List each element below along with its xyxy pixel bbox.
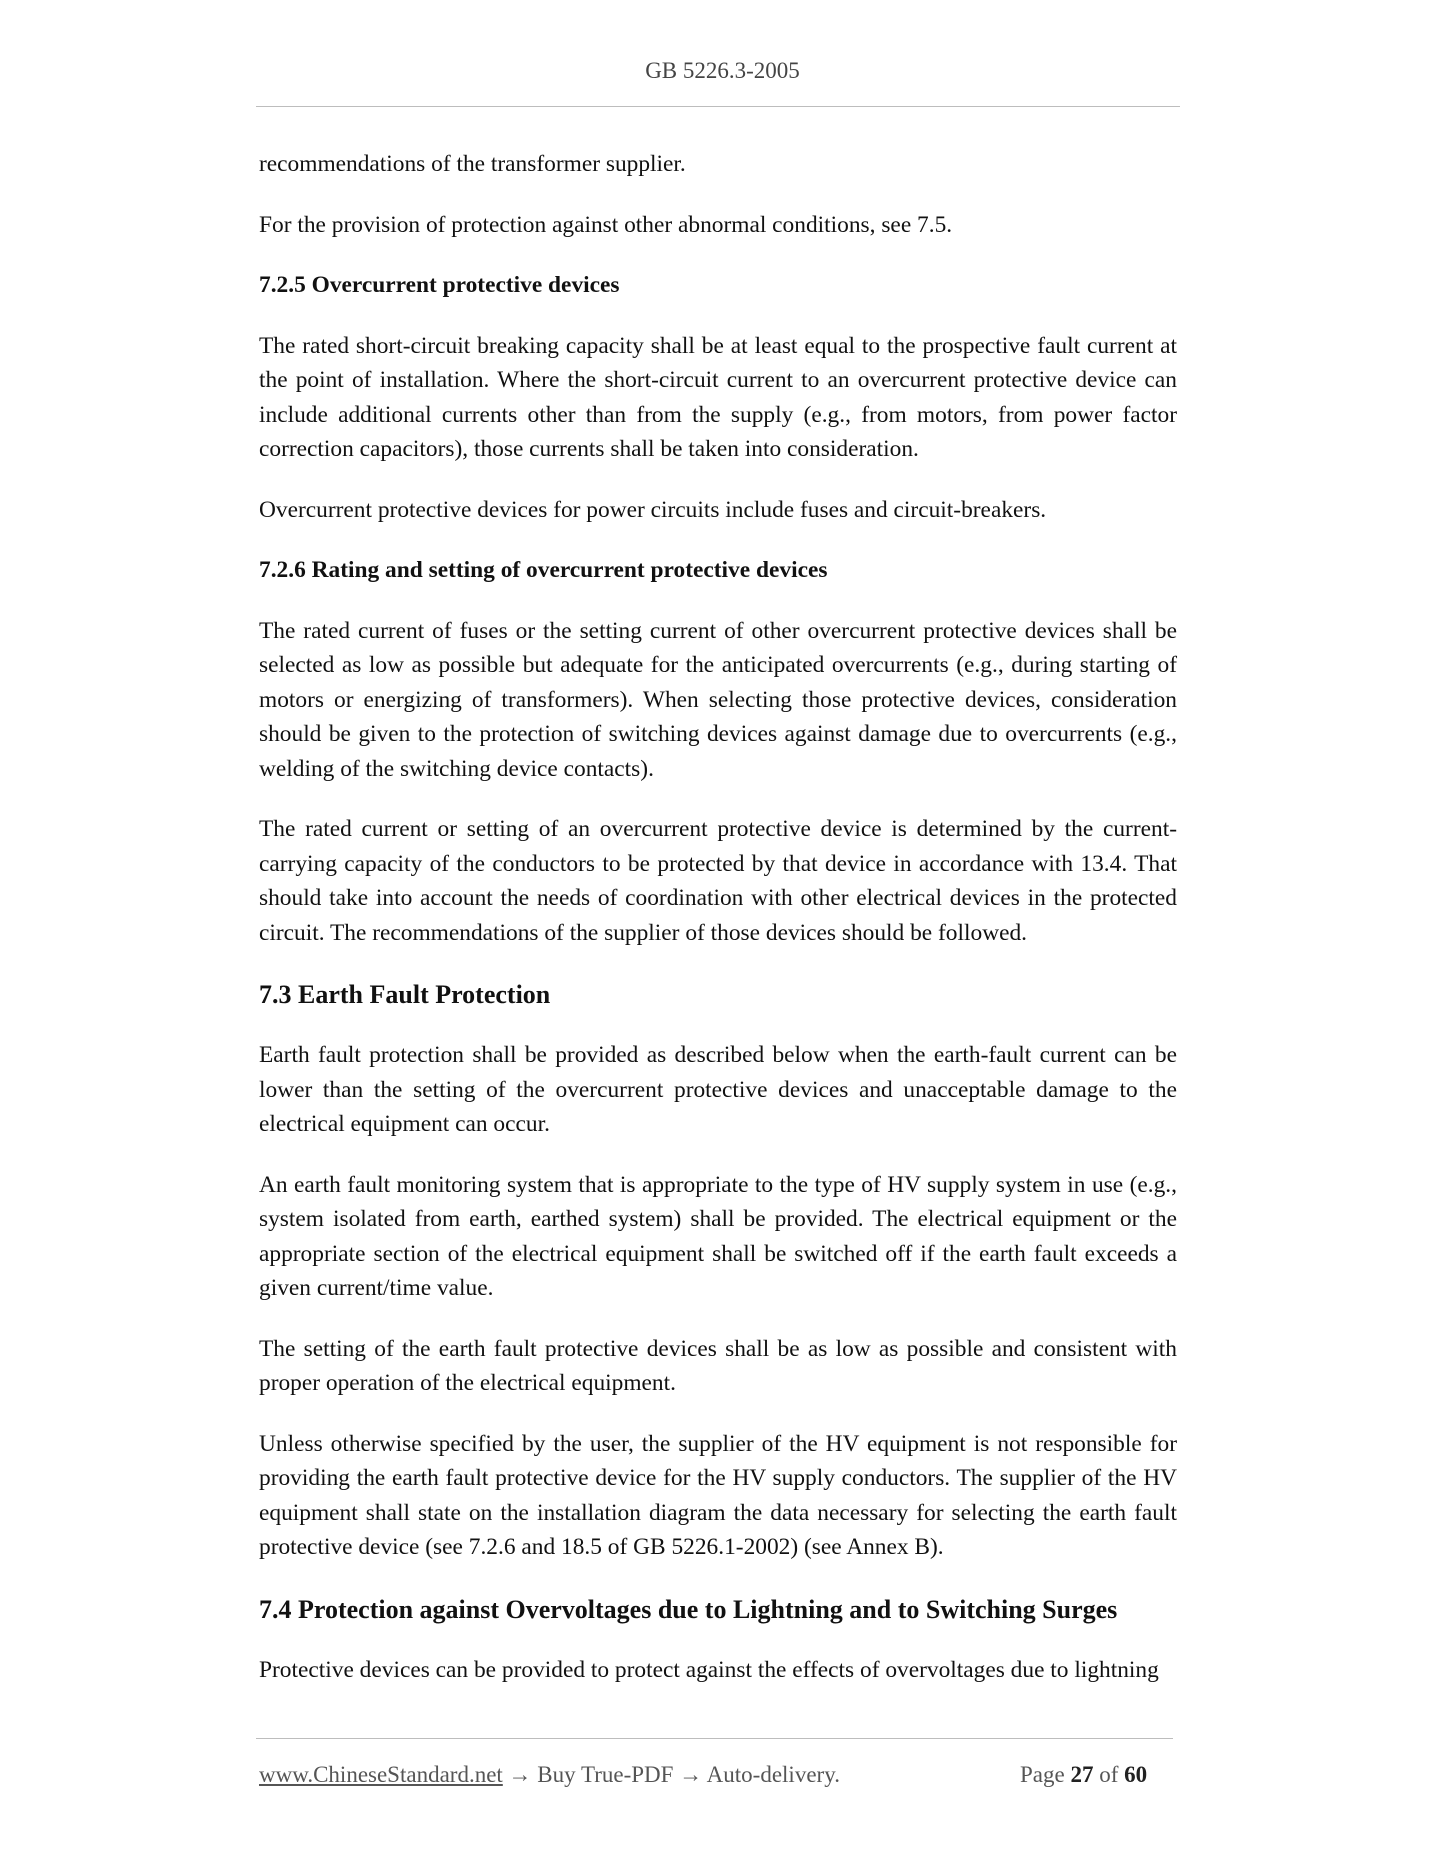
paragraph: An earth fault monitoring system that is appropriate to the type of HV supply system in use (e.g., system isolated from earth, earthed system) shall be provided. The electrical equipment or the appropriate section of the electrical equipment shall be switched off if the earth fault exceeds a given current/time value. <box>259 1171 1177 1301</box>
paragraph: The rated short-circuit breaking capacity shall be at least equal to the prospective fault current at the point of installation. Where the short-circuit current to an overcurrent protective device can include additional currents other than from the supply (e.g., from motors, from power factor correction capacitors), those currents shall be taken into consideration. <box>259 332 1177 462</box>
auto-delivery-text: Auto-delivery. <box>706 1762 840 1787</box>
paragraph: The rated current or setting of an overcurrent protective device is determined by the current-carrying capacity of the conductors to be protected by that device in accordance with 13.4. That should take into account the needs of coordination with other electrical devices in the protected circuit. The recommendations of the supplier of those devices should be followed. <box>259 816 1177 946</box>
header-divider <box>256 106 1180 107</box>
document-header-title: GB 5226.3-2005 <box>645 58 800 83</box>
paragraph: recommendations of the transformer supplier. <box>259 151 686 177</box>
paragraph: The setting of the earth fault protective devices shall be as low as possible and consistent with proper operation of the electrical equipment. <box>259 1335 1177 1396</box>
section-heading-7-3: 7.3 Earth Fault Protection <box>259 980 551 1009</box>
arrow-icon: → <box>502 1762 538 1787</box>
footer-divider <box>256 1738 1173 1739</box>
section-heading-7-2-5: 7.2.5 Overcurrent protective devices <box>259 272 620 298</box>
paragraph: The rated current of fuses or the setting current of other overcurrent protective devices shall be selected as low as possible but adequate for the anticipated overcurrents (e.g., during starting of motors or energizing of transformers). When selecting those protective devices, consideration should be given to the protection of switching devices against damage due to overcurrents (e.g., welding of the switching device contacts). <box>259 617 1177 782</box>
total-pages-number: 60 <box>1124 1762 1148 1787</box>
footer-promo <box>259 1762 840 1788</box>
paragraph: For the provision of protection against other abnormal conditions, see 7.5. <box>259 211 953 238</box>
buy-pdf-text: Buy True-PDF <box>537 1762 674 1787</box>
arrow-icon: → <box>673 1762 707 1787</box>
paragraph: Overcurrent protective devices for power circuits include fuses and circuit-breakers. <box>259 496 1047 523</box>
of-label: of <box>1099 1762 1119 1787</box>
site-link[interactable]: www.ChineseStandard.net <box>259 1762 503 1787</box>
section-heading-7-2-6: 7.2.6 Rating and setting of overcurrent protective devices <box>259 557 828 583</box>
page-indicator <box>1020 1762 1147 1788</box>
paragraph: Unless otherwise specified by the user, the supplier of the HV equipment is not responsible for providing the earth fault protective device for the HV supply conductors. The supplier of the HV equipment shall state on the installation diagram the data necessary for selecting the earth fault protective device (see 7.2.6 and 18.5 of GB 5226.1-2002) (see Annex B). <box>259 1430 1177 1560</box>
current-page-number: 27 <box>1070 1762 1094 1787</box>
paragraph: Protective devices can be provided to protect against the effects of overvoltages due to lightning <box>259 1656 1159 1683</box>
paragraph: Earth fault protection shall be provided as described below when the earth-fault current can be lower than the setting of the overcurrent protective devices and unacceptable damage to the electrical equipment can occur. <box>259 1042 1177 1137</box>
document-body <box>259 147 1177 1713</box>
section-heading-7-4: 7.4 Protection against Overvoltages due to Lightning and to Switching Surges <box>259 1594 1118 1624</box>
page-label: Page <box>1020 1762 1065 1787</box>
